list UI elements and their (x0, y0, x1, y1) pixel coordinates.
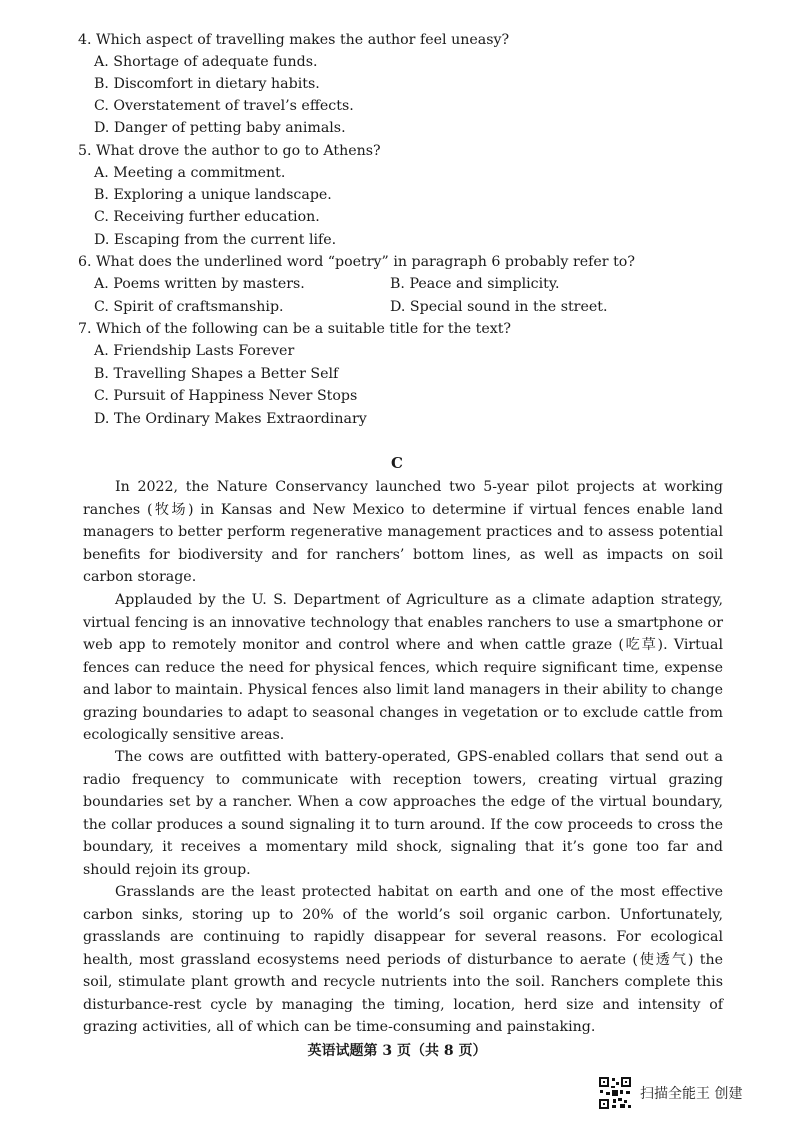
question-7-option-d: D. The Ordinary Makes Extraordinary (94, 411, 367, 427)
question-6-option-d: D. Special sound in the street. (390, 299, 608, 315)
question-5-option-b: B. Exploring a unique landscape. (94, 187, 332, 203)
question-5-option-a: A. Meeting a commitment. (94, 165, 286, 181)
question-4-option-d: D. Danger of petting baby animals. (94, 120, 346, 136)
passage-paragraph-1: In 2022, the Nature Conservancy launched two 5-year pilot projects at working ranches (牧场) in Kansas and New Mexico to determine if virtual fences enable land managers to better perform regenerative management practices and to assess potential benefits for biodiversity and for ranchers’ bottom lines, as well as impacts on soil carbon storage. (83, 479, 723, 585)
page-number-footer: 英语试题第 3 页（共 8 页） (307, 1043, 487, 1059)
question-7-stem: 7. Which of the following can be a suitable title for the text? (78, 321, 512, 337)
question-4-option-a: A. Shortage of adequate funds. (94, 54, 318, 70)
qr-code-icon (598, 1076, 632, 1110)
question-6-option-c: C. Spirit of craftsmanship. (94, 299, 284, 315)
question-7-option-c: C. Pursuit of Happiness Never Stops (94, 388, 358, 404)
section-c-heading: C (391, 454, 403, 472)
passage-paragraph-4: Grasslands are the least protected habitat on earth and one of the most effective carbon sinks, storing up to 20% of the world’s soil organic carbon. Unfortunately, grasslands are continuing to rapidly disappear for several reasons. For ecological health, most grassland ecosystems need periods of disturbance to aerate (使透气) the soil, stimulate plant growth and recycle nutrients into the soil. Ranchers complete this disturbance-rest cycle by managing the timing, location, herd size and intensity of grazing activities, all of which can be time-consuming and painstaking. (83, 884, 723, 1035)
scanner-watermark: 扫描全能王 创建 (640, 1086, 743, 1102)
question-4-option-b: B. Discomfort in dietary habits. (94, 76, 320, 92)
question-6-option-a: A. Poems written by masters. (94, 276, 305, 292)
question-4-option-c: C. Overstatement of travel’s effects. (94, 98, 354, 114)
question-6-stem: 6. What does the underlined word “poetry” in paragraph 6 probably refer to? (78, 254, 635, 270)
question-5-stem: 5. What drove the author to go to Athens? (78, 143, 381, 159)
question-5-option-c: C. Receiving further education. (94, 209, 320, 225)
question-5-option-d: D. Escaping from the current life. (94, 232, 337, 248)
passage-paragraph-2: Applauded by the U. S. Department of Agriculture as a climate adaption strategy, virtual fencing is an innovative technology that enables ranchers to use a smartphone or web app to remotely monitor and control where and when cattle graze (吃草). Virtual fences can reduce the need for physical fences, which require significant time, expense and labor to maintain. Physical fences also limit land managers in their ability to change grazing boundaries to adapt to seasonal changes in vegetation or to exclude cattle from ecologically sensitive areas. (83, 592, 723, 743)
question-7-option-b: B. Travelling Shapes a Better Self (94, 366, 339, 382)
question-4-stem: 4. Which aspect of travelling makes the author feel uneasy? (78, 32, 510, 48)
question-7-option-a: A. Friendship Lasts Forever (94, 343, 295, 359)
passage-paragraph-3: The cows are outfitted with battery-operated, GPS-enabled collars that send out a radio frequency to communicate with reception towers, creating virtual grazing boundaries set by a rancher. When a cow approaches the edge of the virtual boundary, the collar produces a sound signaling it to turn around. If the cow proceeds to cross the boundary, it receives a momentary mild shock, signaling that it’s gone too far and should rejoin its group. (83, 749, 723, 878)
question-6-option-b: B. Peace and simplicity. (390, 276, 560, 292)
